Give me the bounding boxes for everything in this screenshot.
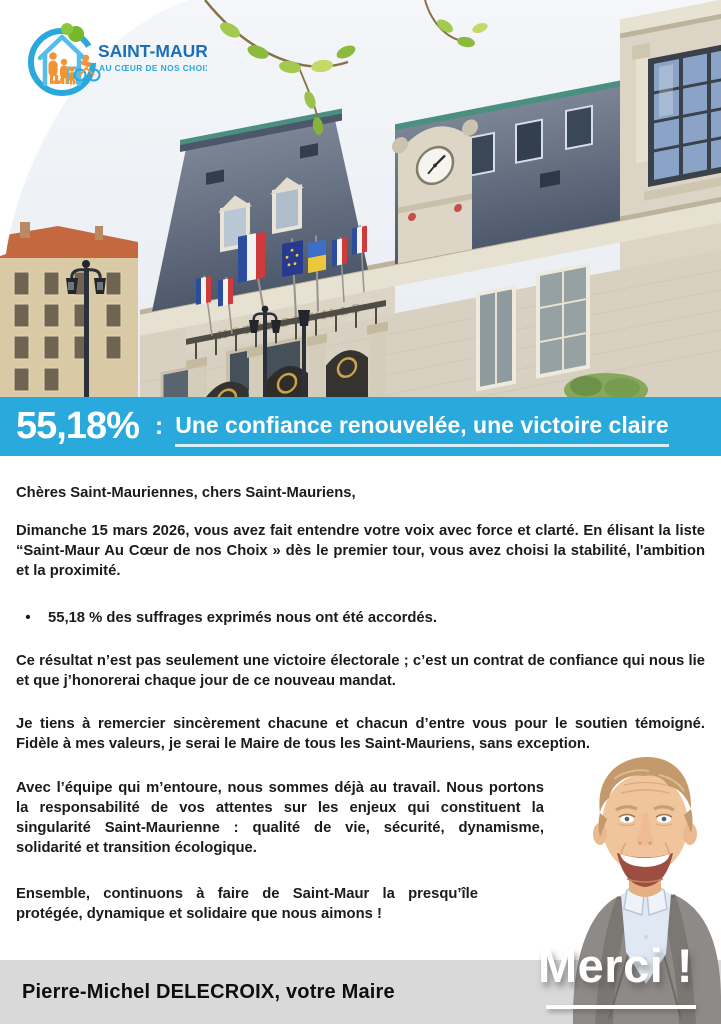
merci-text: Merci ! [538,939,693,992]
logo-subtitle: AU CŒUR DE NOS CHOIX [99,63,207,73]
banner-headline: Une confiance renouvelée, une victoire claire [175,414,668,447]
salutation: Chères Saint-Mauriennes, chers Saint-Mauriens, [16,485,356,501]
merci-underline [546,1005,696,1009]
paragraph-ensemble: Ensemble, continuons à faire de Saint-Maur la presqu’île protégée, dynamique et solidaire que nous aimons ! [16,886,478,922]
result-percentage: 55,18% [16,405,139,447]
bullet-item [22,608,705,628]
campaign-logo [22,12,207,108]
paragraph-result: Ce résultat n’est pas seulement une victoire électorale ; c’est un contrat de confiance qui nous lie et que j’honorerai chaque jour de ce nouveau mandat. [16,653,705,689]
paragraph-team: Avec l’équipe qui m’entoure, nous sommes déjà au travail. Nous portons la responsabilité de vos attentes sur les enjeux qui constituent la singularité Saint-Maurienne : qualité de vie, sécurité, dynamisme, solidarité et transition écologique. [16,780,544,856]
paragraph-intro: Dimanche 15 mars 2026, vous avez fait entendre votre voix avec force et clarté. En élisant la liste “Saint-Maur Au Cœur de nos Choix » dès le premier tour, vous avez choisi la stabilité, l'ambition et la proximité. [16,523,705,579]
bullet-icon: • [25,610,31,626]
paragraph-thanks: Je tiens à remercier sincèrement chacune et chacun d’entre vous pour le soutien témoigné. Fidèle à mes valeurs, je serai le Maire de tous les Saint-Mauriens, sans exception. [16,716,705,752]
bullet-text: 55,18 % des suffrages exprimés nous ont été accordés. [48,610,437,626]
results-banner [0,397,721,456]
clock-pavilion [392,118,478,265]
logo-title: SAINT-MAUR ! [98,41,207,61]
french-flag-icon [238,231,265,282]
mayor-name: Pierre-Michel DELECROIX, votre Maire [22,980,395,1003]
banner-separator: : [154,412,164,440]
campaign-logo-icon [22,12,207,108]
brick-building [0,222,138,397]
